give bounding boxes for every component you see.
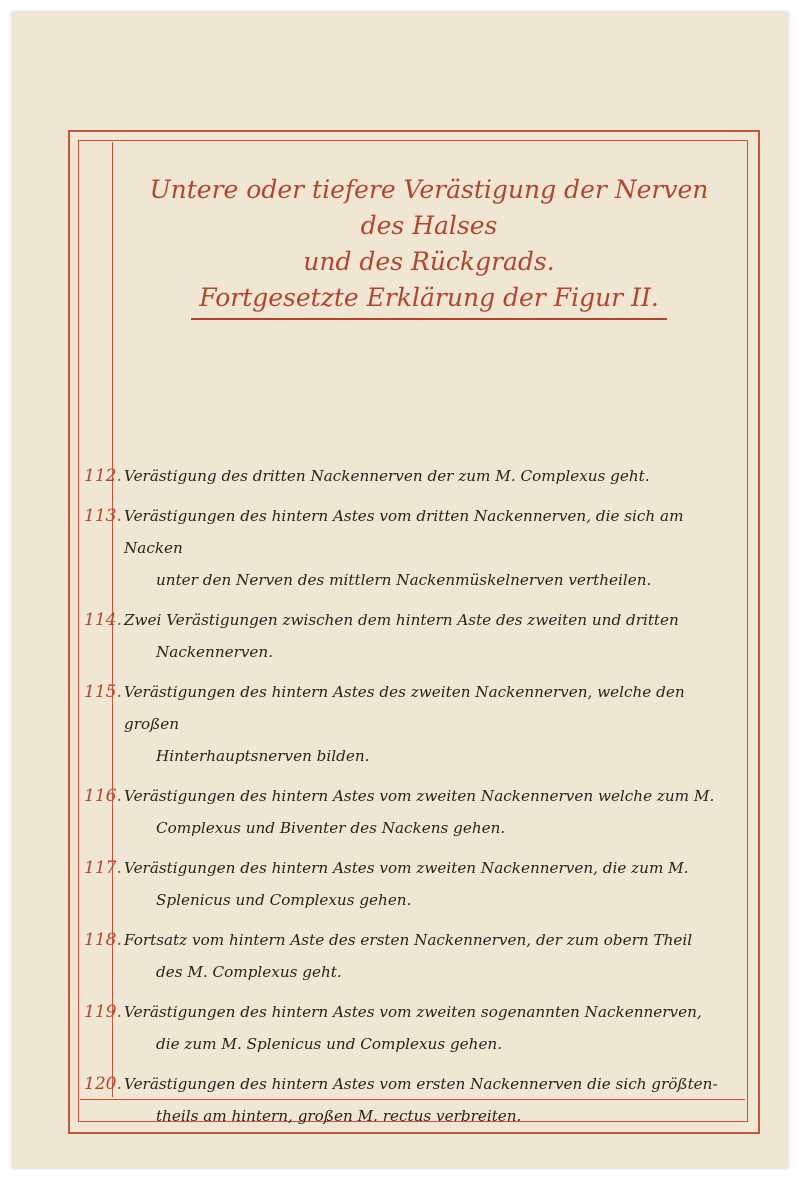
manuscript-page [12,12,788,1168]
entry-text [124,780,739,844]
list-item [84,676,739,772]
entry-line: Verästigungen des hintern Astes des zweiten Nackennerven, welche den großen [124,683,685,733]
list-item [84,996,739,1060]
entry-number: 113. [84,506,122,526]
list-item [84,924,739,988]
title-line-2: und des Rückgrads. [303,247,555,276]
entry-text [124,924,739,988]
entry-number: 114. [84,610,122,630]
list-item [84,1068,739,1132]
entry-line: Zwei Verästigungen zwischen dem hintern Aste des zweiten und dritten [124,611,679,629]
title-line-3: Fortgesetzte Erklärung der Figur II. [191,280,667,320]
entry-line-continued: die zum M. Splenicus und Complexus gehen. [156,1035,503,1053]
entry-text [124,500,739,596]
entry-line-continued: des M. Complexus geht. [156,963,342,981]
entry-text [124,1068,739,1132]
entry-line-continued: theils am hintern, großen M. rectus verbreiten. [156,1107,522,1125]
entry-list [84,460,739,1140]
entry-number: 112. [84,466,122,486]
entry-line-continued: unter den Nerven des mittlern Nackenmüskelnerven vertheilen. [156,571,652,589]
entry-line: Verästigung des dritten Nackennerven der zum M. Complexus geht. [124,467,650,485]
entry-text [124,852,739,916]
list-item [84,780,739,844]
list-item [84,500,739,596]
entry-line: Verästigungen des hintern Astes vom zweiten Nackennerven, die zum M. [124,859,689,877]
entry-line: Verästigungen des hintern Astes vom ersten Nackennerven die sich größten- [124,1075,718,1093]
entry-line: Verästigungen des hintern Astes vom dritten Nackennerven, die sich am Nacken [124,507,684,557]
entry-text [124,460,739,492]
entry-text [124,676,739,772]
entry-number: 120. [84,1074,122,1094]
list-item [84,460,739,492]
entry-line-continued: Nackennerven. [156,643,274,661]
entry-line: Verästigungen des hintern Astes vom zweiten Nackennerven welche zum M. [124,787,715,805]
entry-line: Fortsatz vom hintern Aste des ersten Nackennerven, der zum obern Theil [124,931,693,949]
entry-text [124,996,739,1060]
page-title [124,172,734,320]
entry-number: 119. [84,1002,122,1022]
entry-line-continued: Complexus und Biventer des Nackens gehen. [156,819,506,837]
entry-line-continued: Splenicus und Complexus gehen. [156,891,412,909]
entry-line: Verästigungen des hintern Astes vom zweiten sogenannten Nackennerven, [124,1003,702,1021]
entry-number: 116. [84,786,122,806]
title-line-1: Untere oder tiefere Verästigung der Nerven des Halses [149,175,709,240]
entry-number: 118. [84,930,122,950]
list-item [84,604,739,668]
entry-line-continued: Hinterhauptsnerven bilden. [156,747,370,765]
list-item [84,852,739,916]
entry-number: 115. [84,682,122,702]
entry-text [124,604,739,668]
entry-number: 117. [84,858,122,878]
